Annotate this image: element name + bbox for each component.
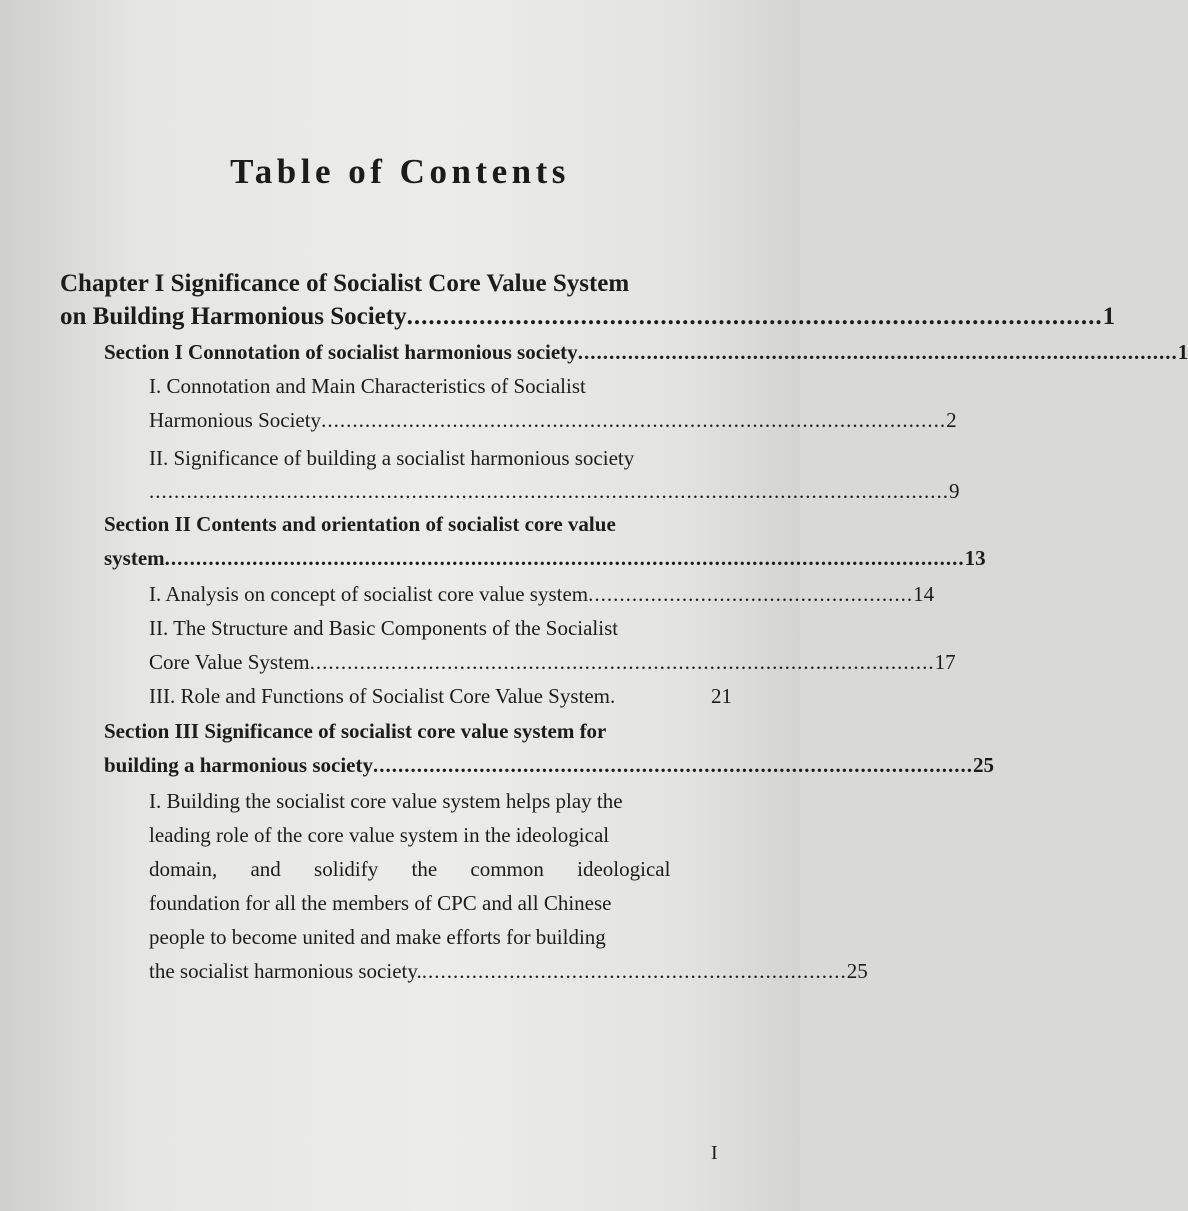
dot-leader: ....................................................................................................: [309, 650, 935, 674]
item-1-2-line-1: II. Significance of building a socialist harmonious society: [149, 446, 635, 470]
dot-leader: ................................................................................................: [372, 753, 973, 777]
item-3-1-line-1: I. Building the socialist core value system helps play the: [149, 789, 623, 813]
item-1-1-entry: [149, 408, 957, 433]
section-3-line-1: Section III Significance of socialist core value system for: [104, 719, 607, 743]
chapter-1-title-line-1: Chapter I Significance of Socialist Core Value System: [60, 270, 630, 297]
item-1-2-entry: [149, 479, 960, 504]
item-3-1-line-4: foundation for all the members of CPC and all Chinese: [149, 891, 612, 915]
section-2-line-1: Section II Contents and orientation of socialist core value: [104, 512, 616, 536]
item-2-3-entry: [149, 684, 732, 709]
item-2-2-line-1: II. The Structure and Basic Components of the Socialist: [149, 616, 619, 640]
item-2-3-title: III. Role and Functions of Socialist Core Value System.: [149, 684, 616, 708]
section-1-entry: [104, 340, 1188, 365]
item-3-1-line-6: the socialist harmonious society.: [149, 959, 422, 983]
page-folio: I: [711, 1142, 718, 1164]
section-3-entry: [104, 753, 994, 778]
page-number: 25: [846, 959, 868, 983]
item-1-1-line-2: Harmonious Society: [149, 408, 322, 432]
dot-leader: ....................................................................: [421, 959, 847, 983]
dot-leader: ................................................................................................................................: [149, 479, 949, 503]
page-number: 17: [934, 650, 956, 674]
item-2-2-line-2: Core Value System: [149, 650, 310, 674]
page-number: 1: [1102, 303, 1116, 330]
dot-leader: ....................................................................................................: [321, 408, 947, 432]
page-number: 1: [1177, 340, 1188, 364]
dot-leader: ................................................................................................: [577, 340, 1178, 364]
dot-leader: ................................................................................................: [406, 303, 1103, 330]
item-3-1-line-3: domain, and solidify the common ideological: [149, 857, 671, 881]
chapter-1-entry: [60, 303, 1116, 331]
item-3-1-line-2: leading role of the core value system in the ideological: [149, 823, 610, 847]
page-number: 13: [964, 546, 986, 570]
dot-leader: ................................................................................................................................: [164, 546, 965, 570]
item-2-1-title: I. Analysis on concept of socialist core value system: [149, 582, 589, 606]
section-3-line-2: building a harmonious society: [104, 753, 373, 777]
dot-leader: ....................................................: [588, 582, 914, 606]
section-2-entry: [104, 546, 986, 571]
page-number: 2: [946, 408, 957, 432]
item-1-1-line-1: I. Connotation and Main Characteristics of Socialist: [149, 374, 586, 398]
item-2-2-entry: [149, 650, 956, 675]
page-title: Table of Contents: [230, 152, 570, 191]
chapter-1-title-line-2: on Building Harmonious Society: [60, 303, 407, 330]
page-number: 25: [972, 753, 994, 777]
page-number: 14: [913, 582, 935, 606]
section-1-title: Section I Connotation of socialist harmonious society: [104, 340, 578, 364]
item-3-1-entry: [149, 959, 868, 984]
section-2-line-2: system: [104, 546, 165, 570]
page-number: 9: [949, 479, 960, 503]
page-number: 21: [711, 684, 732, 708]
item-2-1-entry: [149, 582, 935, 607]
item-3-1-line-5: people to become united and make efforts for building: [149, 925, 606, 949]
